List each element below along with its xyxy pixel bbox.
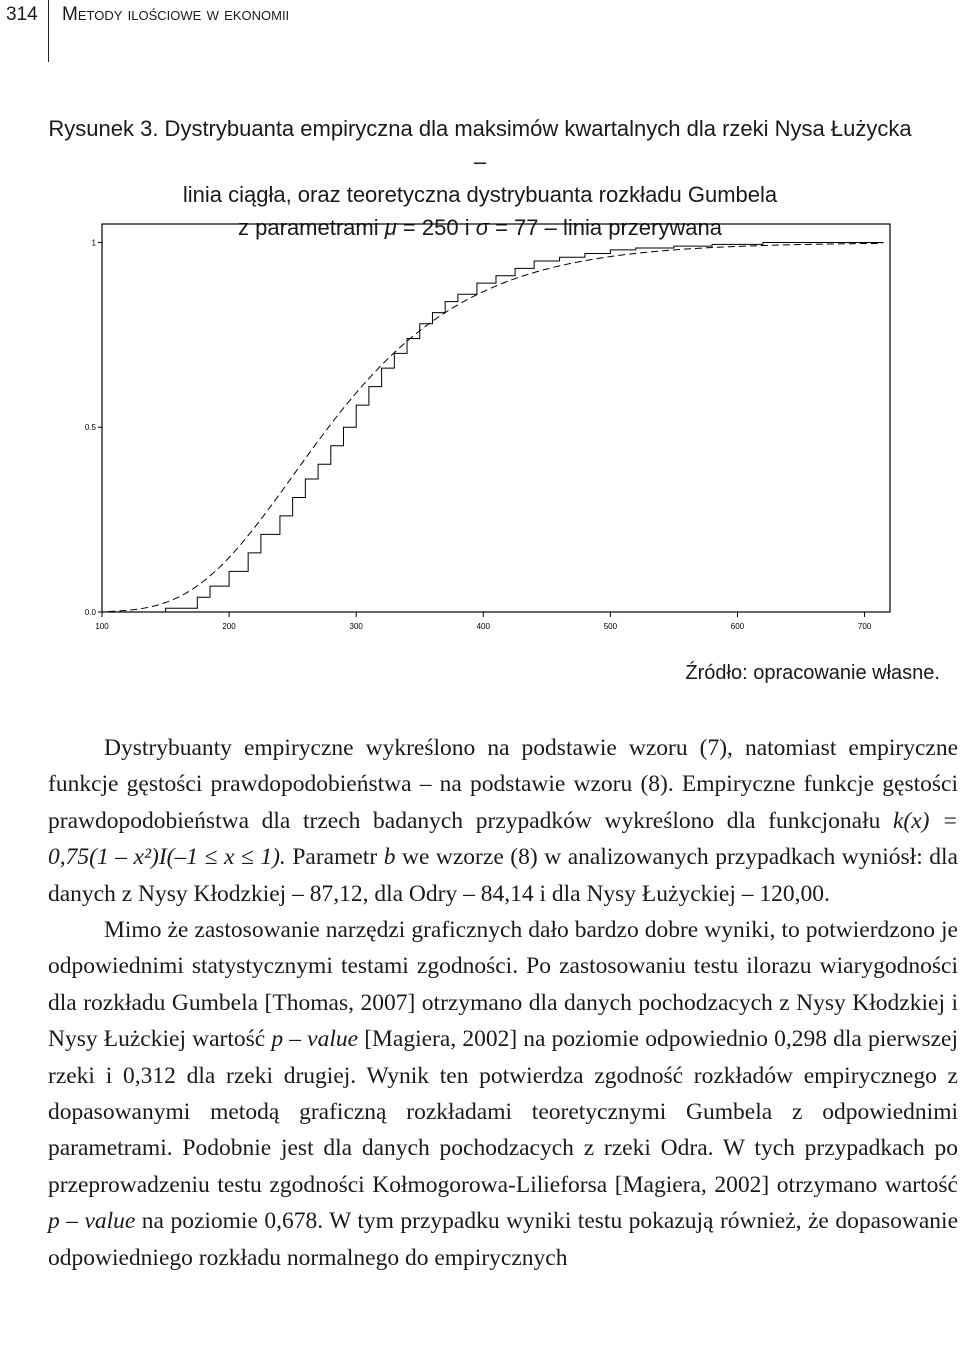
body-text bbox=[48, 730, 958, 1276]
y-tick-label: 1 bbox=[91, 238, 96, 248]
page-number: 314 bbox=[6, 4, 38, 25]
paragraph-1 bbox=[48, 730, 958, 912]
sigma-symbol: σ bbox=[475, 215, 489, 240]
text-run: na poziomie 0,678. W tym przypadku wyniki testu pokazują również, że dopasowanie odpowiedniego rozkładu normalnego do empirycznych bbox=[48, 1208, 958, 1271]
header-divider bbox=[48, 0, 49, 62]
paragraph-2 bbox=[48, 912, 958, 1276]
x-tick-label: 100 bbox=[95, 622, 109, 631]
gumbel-cdf-line bbox=[108, 243, 882, 611]
caption-line-2: linia ciągła, oraz teoretyczna dystrybuanta rozkładu Gumbela bbox=[182, 182, 778, 207]
x-tick-label: 300 bbox=[349, 622, 363, 631]
p-value-term: p – value bbox=[271, 1026, 359, 1053]
chart-svg bbox=[80, 212, 900, 642]
cdf-chart bbox=[80, 212, 900, 642]
parameter-b: b bbox=[383, 844, 396, 871]
kernel-formula: k(x) = 0,75(1 – x²)I(–1 ≤ x ≤ 1). bbox=[48, 807, 959, 871]
y-tick-label: 0.0 bbox=[84, 608, 96, 617]
text-run: Parametr bbox=[285, 844, 384, 871]
text-run: Mimo że zastosowanie narzędzi graficznych dało bardzo dobre wyniki, to potwierdzono je odpowiednimi statystycznymi testami zgodności. Po zastosowaniu testu ilorazu wiarygodności dla rozkładu Gumbela [Thomas, 2007] otrzymano dla danych pochodzacych z Nysy Kłodzkiej i Nysy Łużckiej wartość bbox=[48, 917, 958, 1053]
caption-text: = 250 i bbox=[396, 215, 476, 240]
caption-text: z parametrami bbox=[238, 215, 385, 240]
figure-source: Źródło: opracowanie własne. bbox=[685, 662, 940, 684]
x-tick-label: 400 bbox=[476, 622, 490, 631]
mu-symbol: μ bbox=[384, 215, 397, 240]
x-tick-label: 200 bbox=[222, 622, 236, 631]
x-tick-label: 500 bbox=[603, 622, 618, 631]
p-value-term: p – value bbox=[48, 1208, 136, 1235]
text-run: Dystrybuanty empiryczne wykreślono na podstawie wzoru (7), natomiast empiryczne funkcje gęstości prawdopodobieństwa – na podstawie wzoru (8). Empiryczne funkcje gęstości prawdopodobieństwa dla trzech badanych przypadków wykreślono dla funkcjonału bbox=[48, 735, 958, 834]
x-tick-label: 700 bbox=[857, 622, 872, 631]
y-tick-label: 0.5 bbox=[84, 423, 96, 433]
text-run: [Magiera, 2002] na poziomie odpowiednio 0,298 dla pierwszej rzeki i 0,312 dla rzeki drugiej. Wynik ten potwierdza zgodność rozkładów empirycznego z dopasowanymi metodą graficzną rozkładami teoretycznymi Gumbela z odpowiednimi parametrami. Podobnie jest dla danych pochodzacych z rzeki Odra. W tych przypadkach po przeprowadzeniu testu zgodności Kołmogorowa-Lilieforsa [Magiera, 2002] otrzymano wartość bbox=[48, 1026, 959, 1198]
running-title: Metody ilościowe w ekonomii bbox=[62, 4, 290, 25]
text-run: we wzorze (8) w analizowanych przypadkach wyniósł: dla danych z Nysy Kłodzkiej – 87,12, dla Odry – 84,14 i dla Nysy Łużyckiej – 120,00. bbox=[48, 844, 958, 907]
caption-text: = 77 – linia przerywana bbox=[488, 215, 722, 240]
page-header bbox=[0, 0, 960, 62]
caption-line-1: Rysunek 3. Dystrybuanta empiryczna dla maksimów kwartalnych dla rzeki Nysa Łużycka – bbox=[48, 116, 912, 174]
x-tick-label: 600 bbox=[730, 622, 745, 631]
